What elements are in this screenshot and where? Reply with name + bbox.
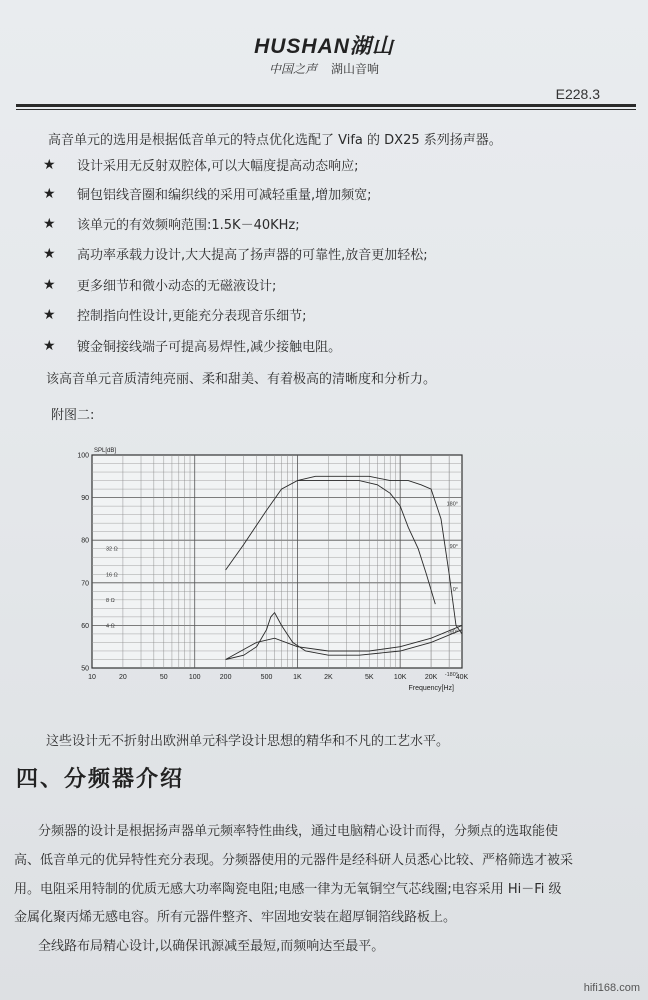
x-tick-label: 100: [188, 674, 201, 681]
y-tick-label: 100: [77, 452, 89, 460]
chart-svg: [46, 437, 476, 702]
bullet-star-icon: ★: [43, 157, 56, 173]
watermark: hifi168.com: [583, 982, 640, 994]
bullet-item: 镀金铜接线端子可提高易焊性,减少接触电阻。: [77, 340, 342, 355]
frequency-response-chart: [46, 437, 476, 702]
bullet-star-icon: ★: [43, 186, 56, 202]
x-tick-label: 20: [119, 674, 127, 681]
figure-label: 附图二:: [51, 408, 95, 423]
crossover-line-1: 分频器的设计是根据扬声器单元频率特性曲线，通过电脑精心设计而得，分频点的选取能使: [38, 824, 559, 839]
tagline-script: 中国之声: [268, 62, 317, 76]
impedance-label: 32 Ω: [106, 546, 118, 553]
phase-label: 0°: [452, 586, 458, 593]
impedance-label: 16 Ω: [106, 572, 118, 579]
x-tick-label: 10: [88, 674, 96, 681]
impedance-label: 4 Ω: [106, 623, 115, 630]
closing-text: 这些设计无不折射出欧洲单元科学设计思想的精华和不凡的工艺水平。: [46, 734, 450, 749]
bullet-star-icon: ★: [43, 277, 56, 293]
layout-text: 全线路布局精心设计,以确保讯源减至最短,而频响达至最平。: [38, 939, 385, 954]
y-tick-label: 60: [81, 622, 89, 630]
x-tick-label: 500: [260, 674, 273, 681]
phase-label: 180°: [446, 501, 458, 508]
crossover-line-4: 金属化聚丙烯无感电容。所有元器件整齐、牢固地安装在超厚铜箔线路板上。: [14, 910, 457, 925]
crossover-line-3: 用。电阻采用特制的优质无感大功率陶瓷电阻;电感一律为无氧铜空气芯线圈;电容采用 Hi－Fi 级: [14, 882, 562, 897]
y-axis-label: SPL[dB]: [94, 448, 117, 454]
phase-label: -180°: [444, 672, 458, 678]
y-tick-label: 80: [81, 537, 89, 545]
x-tick-label: 1K: [293, 674, 302, 681]
tagline-text: 湖山音响: [331, 62, 380, 76]
y-tick-label: 70: [81, 580, 89, 588]
impedance-label: 8 Ω: [106, 597, 115, 604]
phase-label: -90°: [447, 629, 458, 636]
x-tick-label: 200: [219, 674, 232, 681]
header-divider-thin: [16, 109, 636, 110]
summary-text: 该高音单元音质清纯亮丽、柔和甜美、有着极高的清晰度和分析力。: [46, 372, 437, 387]
section-heading: 四、分频器介绍: [16, 767, 185, 792]
bullet-star-icon: ★: [43, 338, 56, 354]
bullet-item: 控制指向性设计,更能充分表现音乐细节;: [77, 309, 307, 324]
bullet-star-icon: ★: [43, 216, 56, 232]
bullet-item: 设计采用无反射双腔体,可以大幅度提高动态响应;: [77, 159, 359, 174]
x-tick-label: 5K: [364, 674, 374, 681]
x-axis-label: Frequency[Hz]: [408, 685, 454, 692]
bullet-item: 高功率承载力设计,大大提高了扬声器的可靠性,放音更加轻松;: [77, 248, 428, 263]
brand-logo: HUSHAN湖山: [254, 35, 394, 58]
y-tick-label: 90: [81, 495, 89, 503]
x-tick-label: 20K: [424, 674, 438, 681]
bullet-item: 铜包铝线音圈和编织线的采用可减轻重量,增加频宽;: [77, 188, 372, 203]
x-tick-label: 2K: [324, 674, 333, 681]
tagline: [0, 60, 648, 77]
x-tick-label: 40K: [455, 674, 469, 681]
header-divider: [16, 104, 636, 107]
x-tick-label: 10K: [393, 674, 407, 681]
bullet-star-icon: ★: [43, 307, 56, 323]
intro-text: 高音单元的选用是根据低音单元的特点优化选配了 Vifa 的 DX25 系列扬声器。: [48, 133, 502, 148]
bullet-item: 更多细节和微小动态的无磁液设计;: [77, 279, 277, 294]
y-tick-label: 50: [81, 665, 89, 673]
bullet-star-icon: ★: [43, 246, 56, 262]
phase-label: 90°: [449, 544, 458, 551]
x-tick-label: 50: [159, 674, 168, 681]
document-number: E228.3: [555, 86, 600, 102]
crossover-line-2: 高、低音单元的优异特性充分表现。分频器使用的元器件是经科研人员悉心比较、严格筛选才被采: [14, 853, 574, 868]
plot-area: [92, 455, 462, 668]
bullet-item: 该单元的有效频响范围:1.5K－40KHz;: [77, 218, 300, 233]
